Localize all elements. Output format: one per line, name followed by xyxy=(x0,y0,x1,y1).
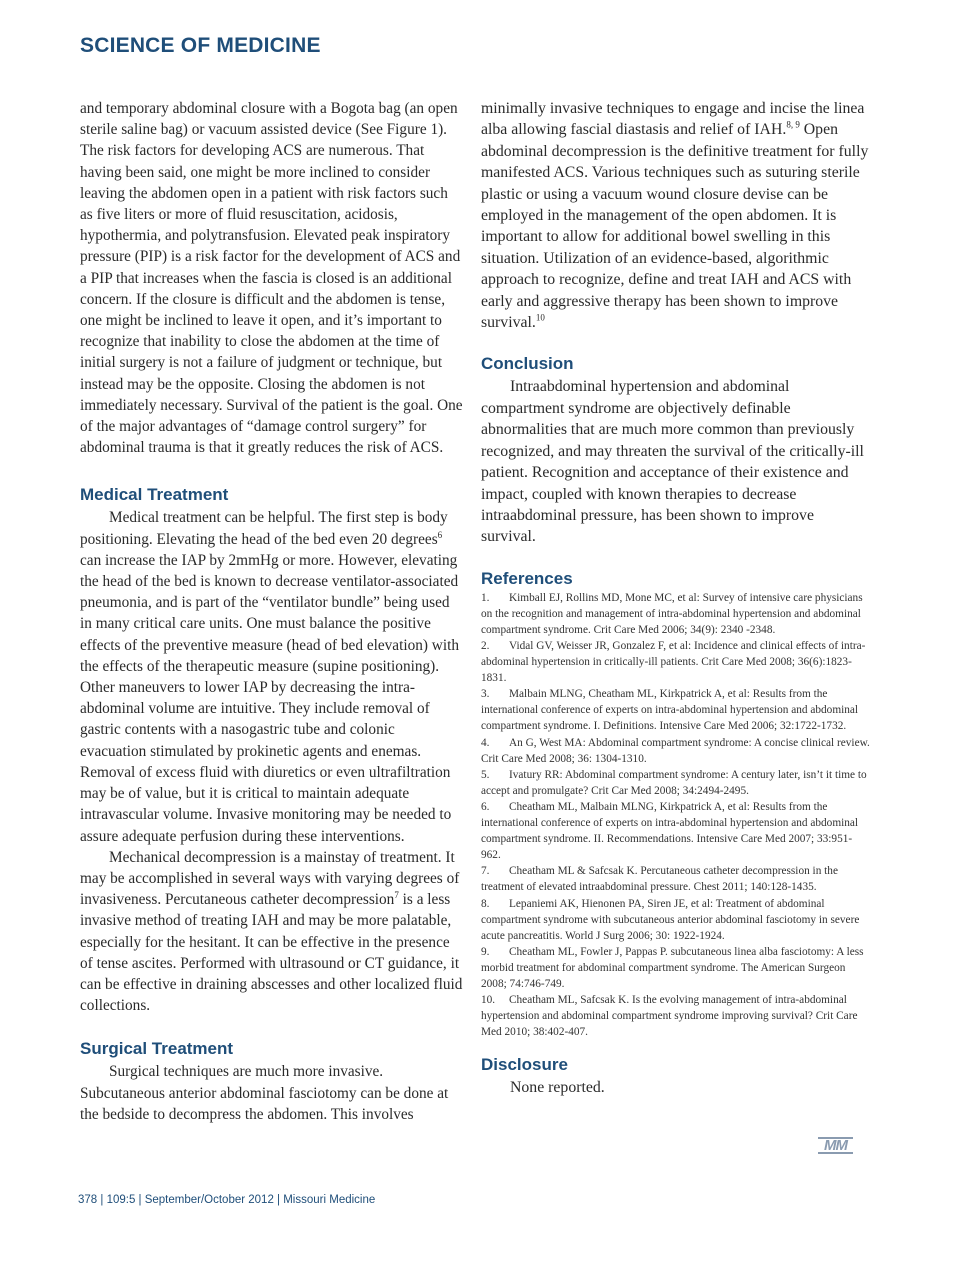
reference-item xyxy=(481,767,871,799)
reference-number: 9. xyxy=(481,945,490,958)
reference-number: 1. xyxy=(481,591,490,604)
reference-text: Malbain MLNG, Cheatham ML, Kirkpatrick A, et al: Results from the international conference of experts on intra-abdominal hypertension and abdominal compartment syndrome. I. Definitions. Intensive Care Med 2006; 32:1722-1732. xyxy=(481,688,859,733)
reference-number: 7. xyxy=(481,865,490,878)
reference-item xyxy=(481,896,871,944)
reference-item xyxy=(481,686,871,734)
left-column xyxy=(80,98,464,1125)
reference-list xyxy=(481,590,871,1041)
page-footer: 378 | 109:5 | September/October 2012 | Missouri Medicine xyxy=(78,1194,376,1206)
reference-number: 6. xyxy=(481,800,490,813)
section-header: SCIENCE OF MEDICINE xyxy=(80,34,321,57)
reference-text: Cheatham ML, Fowler J, Pappas P. subcutaneous linea alba fasciotomy: A less morbid treatment for abdominal compartment syndrome. The American Surgeon 2008; 74:746-749. xyxy=(481,945,864,990)
reference-text: Vidal GV, Weisser JR, Gonzalez F, et al: Incidence and clinical effects of intra-abdominal hypertension in critically-ill patients. Crit Care Med 2008; 36(6):1823-1831. xyxy=(481,640,866,685)
conclusion-paragraph: Intraabdominal hypertension and abdominal compartment syndrome are objectively definable abnormalities that are much more common than previously recognized, and may threaten the survival of the critically-ill patient. Recognition and acceptance of their existence and impact, coupled with known therapies to decrease intraabdominal pressure, has been shown to improve survival. xyxy=(481,378,864,546)
reference-item xyxy=(481,638,871,686)
reference-number: 4. xyxy=(481,736,490,749)
reference-item xyxy=(481,799,871,863)
right-column xyxy=(481,98,871,1099)
surgical-paragraph: Surgical techniques are much more invasive. Subcutaneous anterior abdominal fasciotomy can be done at the bedside to decompress the abdomen. This involves xyxy=(80,1063,449,1123)
reference-text: Lepaniemi AK, Hienonen PA, Siren JE, et al: Treatment of abdominal compartment syndrome with subcutaneous anterior abdominal fasciotomy in severe acute pancreatitis. World J Surg 2006; 30: 1922-1924. xyxy=(481,897,860,942)
reference-text: Cheatham ML & Safcsak K. Percutaneous catheter decompression in the treatment of elevated intraabdominal pressure. Chest 2011; 140:128-1435. xyxy=(481,865,838,894)
missouri-medicine-logo: MM xyxy=(818,1137,853,1154)
decompression-paragraph: minimally invasive techniques to engage and incise the linea alba allowing fascial diastasis and relief of IAH.$^{8, 9}$ Open abdominal decompression is the definitive treatment for fully manifested ACS. Various techniques such as suturing sterile plastic or using a vacuum wound closure devise can be employed in the management of the open abdomen. It is important to allow for additional bowel swelling in this situation. Utilization of an evidence-based, algorithmic approach to recognize, define and treat IAH and ACS with early and aggressive therapy has been shown to improve survival.$^{10}$ xyxy=(481,100,869,332)
intro-paragraph: and temporary abdominal closure with a Bogota bag (an open sterile saline bag) or vacuum assisted device (See Figure 1). The risk factors for developing ACS are numerous. That having been said, one might be more inclined to consider leaving the abdomen open in a patient with risk factors such as five liters or more of fluid resuscitation, acidosis, hypothermia, and polytransfusion. Elevated peak inspiratory pressure (PIP) is a risk factor for the development of ACS and a PIP that increases when the fascia is closed is an additional concern. If the closure is difficult and the abdomen is tense, one might be inclined to leave it open, and it’s important to recognize that inability to close the abdomen at the time of initial surgery is not a failure of judgment or technique, but instead may be the opposite. Closing the abdomen is not immediately necessary. Survival of the patient is the goal. One of the major advantages of “damage control surgery” for abdominal trauma is that it greatly reduces the risk of ACS. xyxy=(80,100,463,457)
reference-item xyxy=(481,590,871,638)
medical-treatment-heading: Medical Treatment xyxy=(80,485,229,505)
reference-text: An G, West MA: Abdominal compartment syndrome: A concise clinical review. Crit Care Med 2008; 36: 1304-1310. xyxy=(481,736,870,765)
medical-paragraph-2: Mechanical decompression is a mainstay of treatment. It may be accomplished in several ways with varying degrees of invasiveness. Percutaneous catheter decompression$^7$ is a less invasive method of treating IAH and may be more palatable, especially for the hesitant. It can be effective in the presence of tense ascites. Performed with ultrasound or CT guidance, it can be effective in draining abscesses and other localized fluid collections. xyxy=(80,848,463,1015)
reference-item xyxy=(481,735,871,767)
reference-number: 8. xyxy=(481,897,490,910)
reference-text: Ivatury RR: Abdominal compartment syndrome: A century later, isn’t it time to accept and promulgate? Crit Car Med 2008; 34:2494-2495. xyxy=(481,768,867,797)
surgical-treatment-heading: Surgical Treatment xyxy=(80,1039,234,1059)
reference-item xyxy=(481,944,871,992)
reference-item xyxy=(481,863,871,895)
disclosure-heading: Disclosure xyxy=(481,1055,568,1075)
reference-number: 2. xyxy=(481,640,490,652)
conclusion-heading: Conclusion xyxy=(481,354,574,374)
reference-item xyxy=(481,992,871,1040)
reference-number: 10. xyxy=(481,994,496,1007)
reference-text: Cheatham ML, Malbain MLNG, Kirkpatrick A, et al: Results from the international conference of experts on intra-abdominal hypertension and abdominal compartment syndrome. II. Recommendations. Intensive Care Med 2007; 33:951-962. xyxy=(481,800,859,862)
reference-text: Kimball EJ, Rollins MD, Mone MC, et al: Survey of intensive care physicians on the recognition and management of intra-abdominal hypertension and abdominal compartment syndrome. Crit Care Med 2006; 34(9): 2340 -2348. xyxy=(481,591,863,636)
reference-text: Cheatham ML, Safcsak K. Is the evolving management of intra-abdominal hypertension and abdominal compartment syndrome improving survival? Crit Care Med 2010; 38:402-407. xyxy=(481,994,858,1039)
medical-paragraph-1: Medical treatment can be helpful. The first step is body positioning. Elevating the head of the bed even 20 degrees$^6$ can increase the IAP by 2mmHg or more. However, elevating the head of the bed is known to decrease ventilator-associated pneumonia, and is part of the “ventilator bundle” being used in many critical care units. One must balance the positive effects of the preventive measure (head of bed elevation) with the effects of the therapeutic measure (supine positioning). Other maneuvers to lower IAP by decreasing the intra-abdominal volume are intuitive. They include removal of gastric contents with a nasogastric tube and colonic evacuation stimulated by prokinetic agents and enemas. Removal of excess fluid with diuretics or even ultrafiltration may be of value, but it is critical to maintain adequate intravascular volume. Invasive monitoring may be needed to assure adequate perfusion during these interventions. xyxy=(80,509,460,845)
reference-number: 3. xyxy=(481,688,490,701)
references-heading: References xyxy=(481,568,573,588)
disclosure-text: None reported. xyxy=(510,1079,605,1097)
reference-number: 5. xyxy=(481,768,490,781)
